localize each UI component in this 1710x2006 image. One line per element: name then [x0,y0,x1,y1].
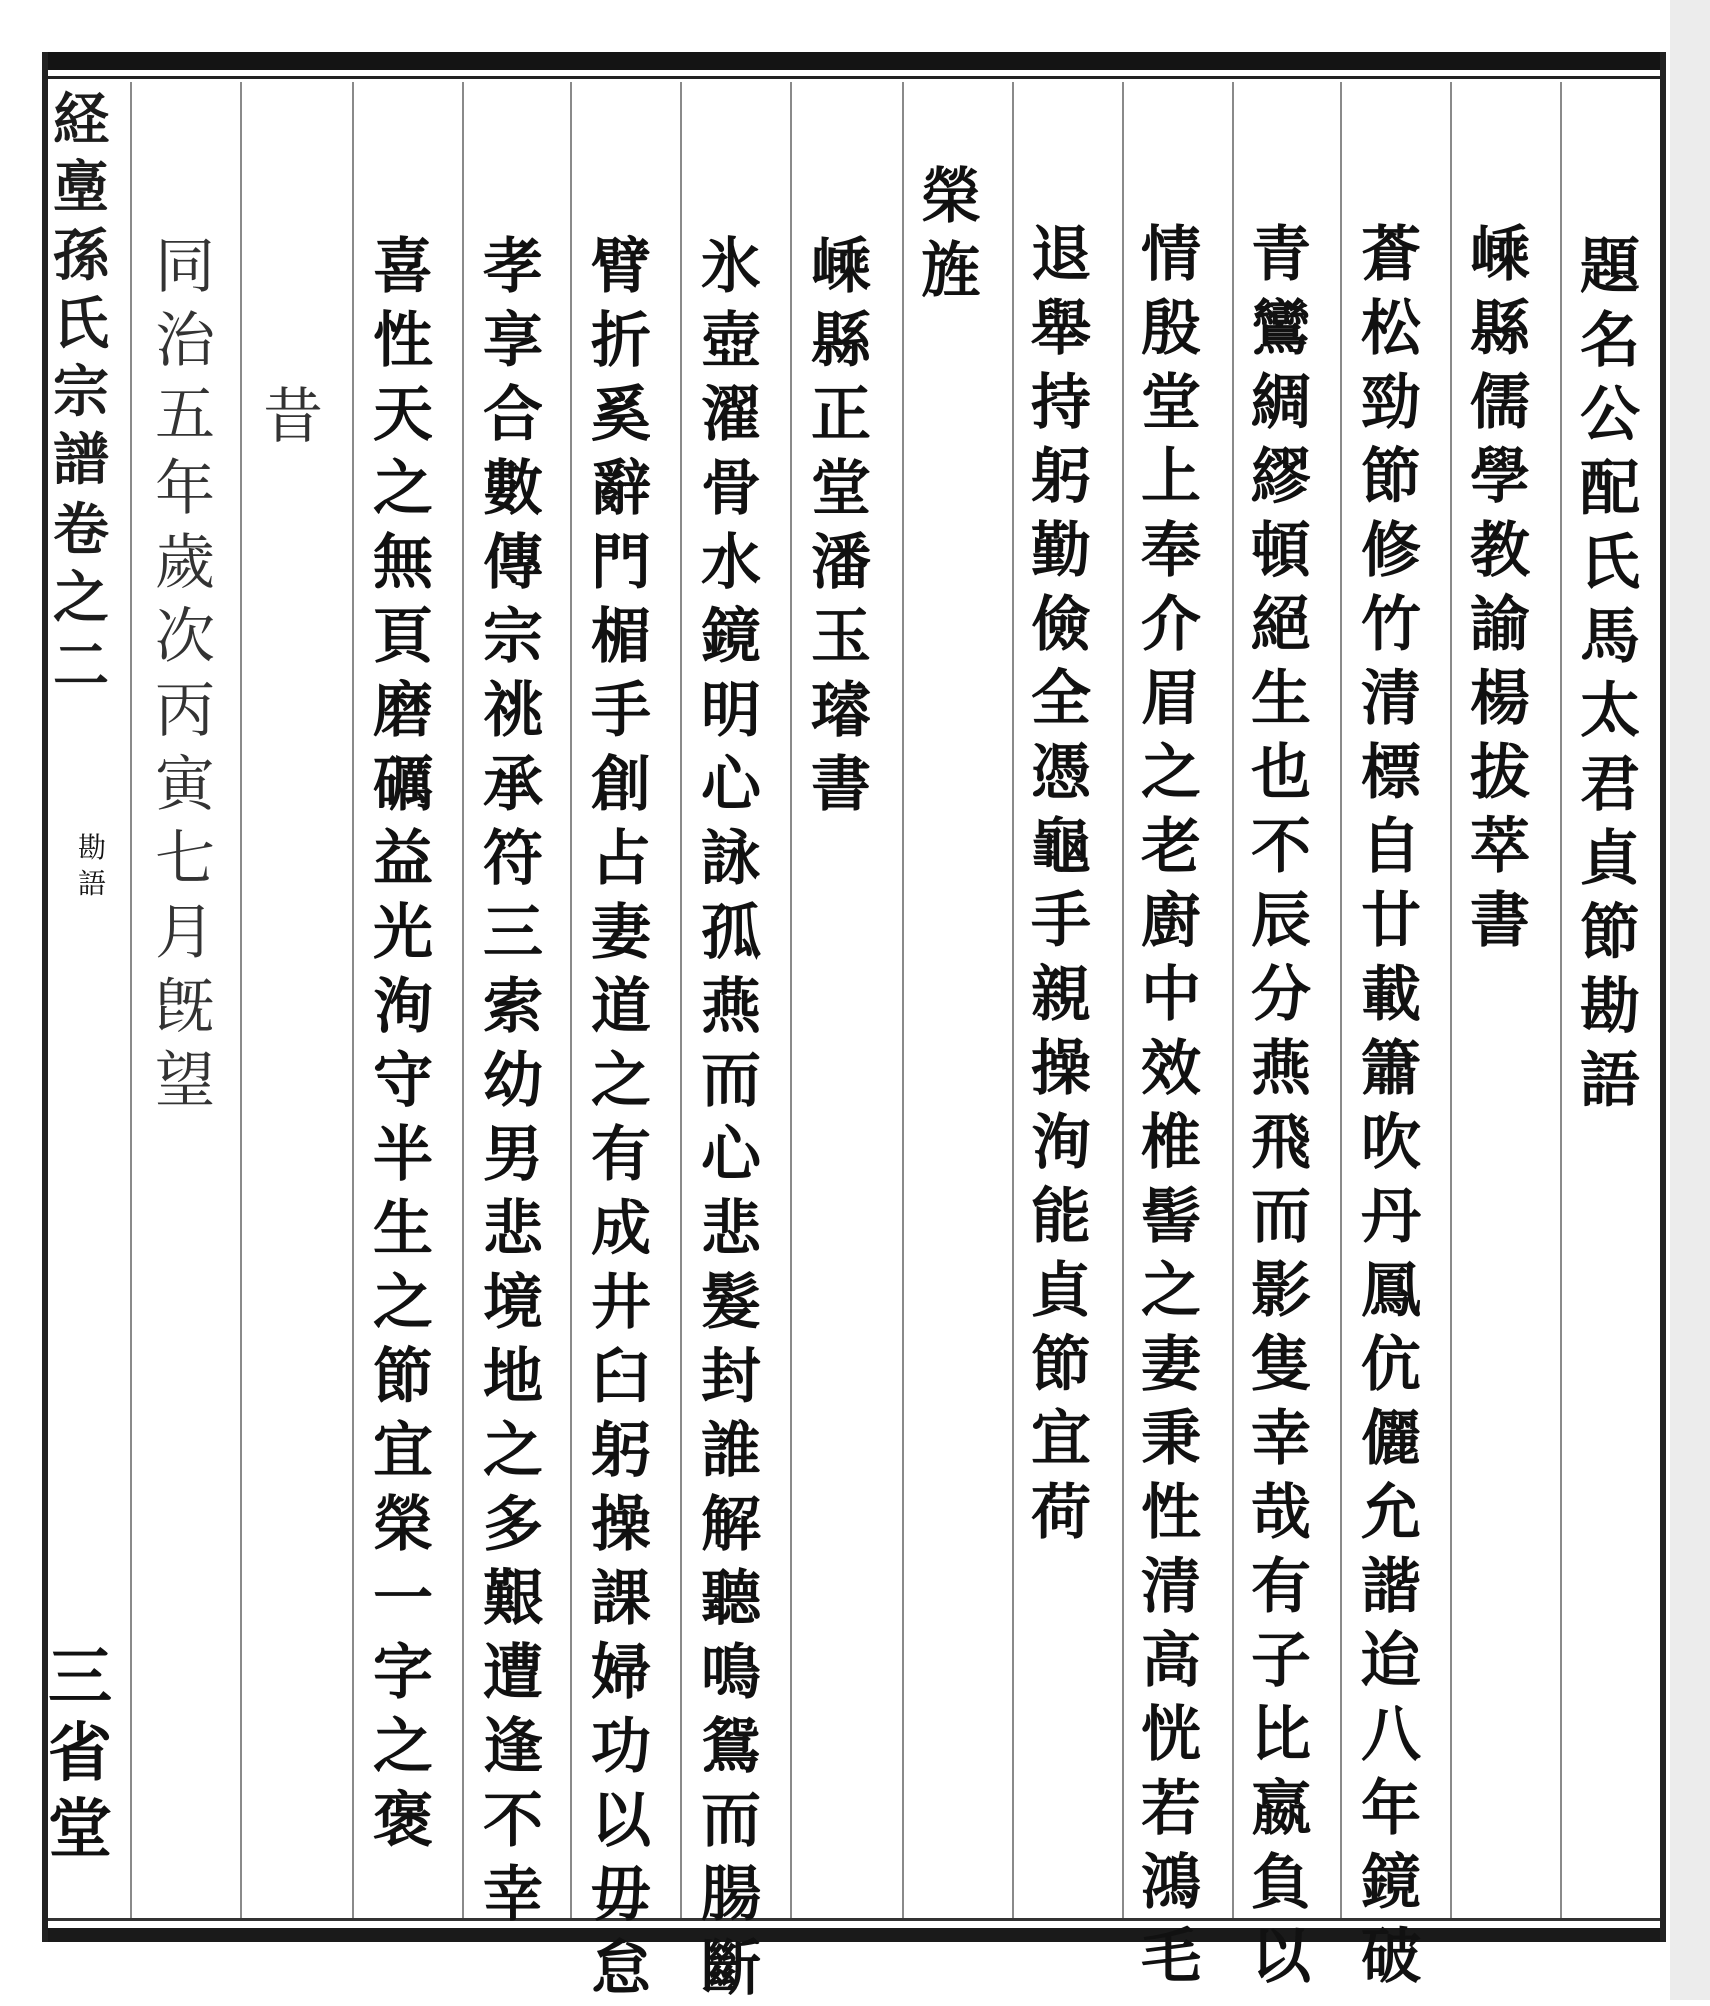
glyph: 太 [1580,676,1640,746]
glyph: 幸 [483,1860,543,1930]
glyph: 允 [1361,1478,1421,1548]
glyph: 之 [483,1416,543,1486]
glyph: 三 [48,1640,112,1715]
glyph: 堂 [1141,368,1201,438]
glyph: 成 [591,1194,651,1264]
glyph: 創 [591,750,651,820]
author-column [1455,218,1545,958]
glyph: 萃 [1470,812,1530,882]
glyph: 負 [1251,1848,1311,1918]
glyph: 天 [373,380,433,450]
glyph: 嬴 [1251,1774,1311,1844]
glyph: 操 [1031,1034,1091,1104]
glyph: 躬 [591,1416,651,1486]
glyph: 有 [1251,1552,1311,1622]
glyph: 清 [1361,664,1421,734]
glyph: 守 [373,1046,433,1116]
glyph: 也 [1251,738,1311,808]
glyph: 濯 [701,380,761,450]
glyph: 之 [1141,738,1201,808]
glyph: 境 [483,1268,543,1338]
glyph: 臼 [591,1342,651,1412]
glyph: 璿 [811,676,871,746]
glyph: 鴻 [1141,1848,1201,1918]
glyph: 解 [701,1490,761,1560]
glyph: 旌 [921,236,981,306]
glyph: 聽 [701,1564,761,1634]
glyph: 恍 [1141,1700,1201,1770]
glyph: 哉 [1251,1478,1311,1548]
glyph: 辰 [1251,886,1311,956]
glyph: 多 [483,1490,543,1560]
glyph: 洵 [1031,1108,1091,1178]
right-border-rule [1660,52,1666,1942]
glyph: 中 [1141,960,1201,1030]
glyph: 鳴 [701,1638,761,1708]
text-column [1016,218,1106,1550]
glyph: 儉 [1031,590,1091,660]
glyph: 若 [1141,1774,1201,1844]
glyph: 誰 [701,1416,761,1486]
glyph: 一 [373,1564,433,1634]
glyph: 持 [1031,368,1091,438]
glyph: 堂 [48,1792,112,1867]
glyph: 字 [373,1638,433,1708]
glyph: 老 [1141,812,1201,882]
glyph: 而 [701,1046,761,1116]
glyph: 君 [1580,750,1640,820]
glyph: 節 [1580,898,1640,968]
glyph: 性 [1141,1478,1201,1548]
glyph: 語 [1580,1046,1640,1116]
glyph: 二 [53,633,109,699]
glyph: 上 [1141,442,1201,512]
glyph: 封 [701,1342,761,1412]
glyph: 儷 [1361,1404,1421,1474]
glyph: 不 [1251,812,1311,882]
glyph: 生 [373,1194,433,1264]
glyph: 貞 [1580,824,1640,894]
glyph: 玉 [811,602,871,672]
glyph: 以 [591,1786,651,1856]
glyph: 拔 [1470,738,1530,808]
glyph: 憑 [1031,738,1091,808]
glyph: 標 [1361,738,1421,808]
glyph: 之 [53,565,109,631]
text-column [358,230,448,1858]
glyph: 竹 [1361,590,1421,660]
column-divider [352,82,354,1918]
date-column [140,230,230,1118]
glyph: 地 [483,1342,543,1412]
glyph: 悲 [483,1194,543,1264]
glyph: 勤 [1031,516,1091,586]
glyph: 望 [155,1046,215,1116]
glyph: 婦 [591,1638,651,1708]
glyph: 語 [77,867,106,900]
glyph: 喜 [373,232,433,302]
glyph: 㙜 [53,155,109,221]
glyph: 龜 [1031,812,1091,882]
glyph: 三 [483,898,543,968]
glyph: 合 [483,380,543,450]
glyph: 之 [1141,1256,1201,1326]
column-divider [1232,82,1234,1918]
column-divider [570,82,572,1918]
column-divider [1122,82,1124,1918]
glyph: 妻 [591,898,651,968]
glyph: 同 [155,232,215,302]
glyph: 貞 [1031,1256,1091,1326]
glyph: 遭 [483,1638,543,1708]
glyph: 而 [1251,1182,1311,1252]
glyph: 益 [373,824,433,894]
glyph: 勁 [1361,368,1421,438]
glyph: 艱 [483,1564,543,1634]
glyph: 孫 [53,223,109,289]
glyph: 奚 [591,380,651,450]
honor-column [906,160,996,308]
glyph: 勘 [77,831,106,864]
glyph: 節 [1031,1330,1091,1400]
glyph: 次 [155,602,215,672]
spine-title [44,86,118,494]
glyph: 毛 [1141,1922,1201,1992]
glyph: 公 [1580,380,1640,450]
glyph: 載 [1361,960,1421,1030]
glyph: 治 [155,306,215,376]
column-divider [1560,82,1562,1918]
glyph: 寅 [155,750,215,820]
glyph: 省 [48,1716,112,1791]
glyph: 堂 [811,454,871,524]
glyph: 迨 [1361,1626,1421,1696]
glyph: 辭 [591,454,651,524]
glyph: 飛 [1251,1108,1311,1178]
glyph: 氏 [1580,528,1640,598]
glyph: 五 [155,380,215,450]
column-divider [240,82,242,1918]
spine-volume [44,496,118,700]
glyph: 傳 [483,528,543,598]
glyph: 門 [591,528,651,598]
glyph: 経 [53,87,109,153]
glyph: 退 [1031,220,1091,290]
column-divider [902,82,904,1918]
glyph: 褒 [373,1786,433,1856]
glyph: 妻 [1141,1330,1201,1400]
page-edge [1670,0,1710,2000]
glyph: 生 [1251,664,1311,734]
glyph: 性 [373,306,433,376]
glyph: 功 [591,1712,651,1782]
glyph: 簫 [1361,1034,1421,1104]
glyph: 符 [483,824,543,894]
glyph: 儒 [1470,368,1530,438]
glyph: 親 [1031,960,1091,1030]
glyph: 椎 [1141,1108,1201,1178]
glyph: 臂 [591,232,651,302]
column-divider [462,82,464,1918]
glyph: 逢 [483,1712,543,1782]
glyph: 七 [155,824,215,894]
glyph: 縣 [811,306,871,376]
glyph: 頓 [1251,516,1311,586]
glyph: 諭 [1470,590,1530,660]
glyph: 燕 [701,972,761,1042]
glyph: 卷 [53,497,109,563]
glyph: 隻 [1251,1330,1311,1400]
glyph: 綢 [1251,368,1311,438]
heading-column [1565,230,1655,1118]
glyph: 廿 [1361,886,1421,956]
glyph: 荷 [1031,1478,1091,1548]
glyph: 絕 [1251,590,1311,660]
glyph: 頁 [373,602,433,672]
glyph: 昔 [263,382,323,452]
glyph: 青 [1251,220,1311,290]
glyph: 子 [1251,1626,1311,1696]
glyph: 課 [591,1564,651,1634]
glyph: 水 [701,528,761,598]
glyph: 嵊 [811,232,871,302]
glyph: 道 [591,972,651,1042]
glyph: 節 [373,1342,433,1412]
column-divider [1340,82,1342,1918]
column-divider [790,82,792,1918]
glyph: 奉 [1141,516,1201,586]
glyph: 廚 [1141,886,1201,956]
glyph: 伉 [1361,1330,1421,1400]
glyph: 眉 [1141,664,1201,734]
glyph: 蒼 [1361,220,1421,290]
glyph: 宗 [483,602,543,672]
glyph: 礪 [373,750,433,820]
glyph: 榮 [921,162,981,232]
top-border-rule [44,52,1666,70]
glyph: 宜 [373,1416,433,1486]
glyph: 氏 [53,291,109,357]
glyph: 享 [483,306,543,376]
glyph: 明 [701,676,761,746]
glyph: 宜 [1031,1404,1091,1474]
glyph: 光 [373,898,433,968]
glyph: 嵊 [1470,220,1530,290]
glyph: 介 [1141,590,1201,660]
glyph: 殷 [1141,294,1201,364]
glyph: 教 [1470,516,1530,586]
glyph: 影 [1251,1256,1311,1326]
glyph: 之 [373,1712,433,1782]
glyph: 鏡 [701,602,761,672]
glyph: 折 [591,306,651,376]
glyph: 勘 [1580,972,1640,1042]
glyph: 井 [591,1268,651,1338]
glyph: 馬 [1580,602,1640,672]
glyph: 譜 [53,427,109,493]
glyph: 分 [1251,960,1311,1030]
glyph: 學 [1470,442,1530,512]
glyph: 骨 [701,454,761,524]
glyph: 破 [1361,1922,1421,1992]
glyph: 氷 [701,232,761,302]
glyph: 髮 [701,1268,761,1338]
glyph: 洵 [373,972,433,1042]
top-inner-rule [44,76,1666,79]
glyph: 幸 [1251,1404,1311,1474]
text-column [1126,218,1216,1994]
glyph: 年 [1361,1774,1421,1844]
text-column [1236,218,1326,1994]
glyph: 宗 [53,359,109,425]
glyph: 承 [483,750,543,820]
glyph: 情 [1141,220,1201,290]
glyph: 歲 [155,528,215,598]
glyph: 丙 [155,676,215,746]
glyph: 燕 [1251,1034,1311,1104]
text-column [576,230,666,2006]
glyph: 占 [591,824,651,894]
glyph: 而 [701,1786,761,1856]
glyph: 配 [1580,454,1640,524]
glyph: 操 [591,1490,651,1560]
honor-column [248,380,338,454]
glyph: 毋 [591,1860,651,1930]
glyph: 之 [373,454,433,524]
glyph: 書 [1470,886,1530,956]
glyph: 能 [1031,1182,1091,1252]
column-divider [680,82,682,1918]
glyph: 題 [1580,232,1640,302]
glyph: 以 [1251,1922,1311,1992]
glyph: 幼 [483,1046,543,1116]
glyph: 效 [1141,1034,1201,1104]
glyph: 無 [373,528,433,598]
author-column [796,230,886,822]
glyph: 壺 [701,306,761,376]
glyph: 孝 [483,232,543,302]
glyph: 書 [811,750,871,820]
column-divider [130,82,132,1918]
glyph: 比 [1251,1700,1311,1770]
glyph: 名 [1580,306,1640,376]
glyph: 手 [1031,886,1091,956]
glyph: 八 [1361,1700,1421,1770]
glyph: 鴛 [701,1712,761,1782]
glyph: 心 [701,750,761,820]
spine-hall-name [40,1640,120,1868]
glyph: 松 [1361,294,1421,364]
glyph: 正 [811,380,871,450]
glyph: 悲 [701,1194,761,1264]
text-column [1346,218,1436,1994]
glyph: 自 [1361,812,1421,882]
glyph: 榮 [373,1490,433,1560]
glyph: 腸 [701,1860,761,1930]
column-divider [1012,82,1014,1918]
glyph: 丹 [1361,1182,1421,1252]
glyph: 繆 [1251,442,1311,512]
glyph: 楊 [1470,664,1530,734]
glyph: 男 [483,1120,543,1190]
glyph: 索 [483,972,543,1042]
glyph: 潘 [811,528,871,598]
glyph: 鳳 [1361,1256,1421,1326]
column-divider [1450,82,1452,1918]
glyph: 怠 [591,1934,651,2004]
glyph: 舉 [1031,294,1091,364]
glyph: 清 [1141,1552,1201,1622]
glyph: 鏡 [1361,1848,1421,1918]
glyph: 孤 [701,898,761,968]
glyph: 半 [373,1120,433,1190]
text-column [686,230,776,2006]
glyph: 心 [701,1120,761,1190]
glyph: 髻 [1141,1182,1201,1252]
glyph: 高 [1141,1626,1201,1696]
glyph: 修 [1361,516,1421,586]
spine-section [72,830,112,902]
glyph: 年 [155,454,215,524]
glyph: 楣 [591,602,651,672]
glyph: 之 [591,1046,651,1116]
glyph: 有 [591,1120,651,1190]
glyph: 吹 [1361,1108,1421,1178]
glyph: 節 [1361,442,1421,512]
glyph: 縣 [1470,294,1530,364]
glyph: 斷 [701,1934,761,2004]
glyph: 數 [483,454,543,524]
glyph: 秉 [1141,1404,1201,1474]
glyph: 月 [155,898,215,968]
text-column [468,230,558,1932]
glyph: 不 [483,1786,543,1856]
glyph: 躬 [1031,442,1091,512]
glyph: 全 [1031,664,1091,734]
glyph: 詠 [701,824,761,894]
glyph: 祧 [483,676,543,746]
glyph: 鸞 [1251,294,1311,364]
glyph: 諧 [1361,1552,1421,1622]
glyph: 之 [373,1268,433,1338]
glyph: 旣 [155,972,215,1042]
glyph: 手 [591,676,651,746]
glyph: 磨 [373,676,433,746]
